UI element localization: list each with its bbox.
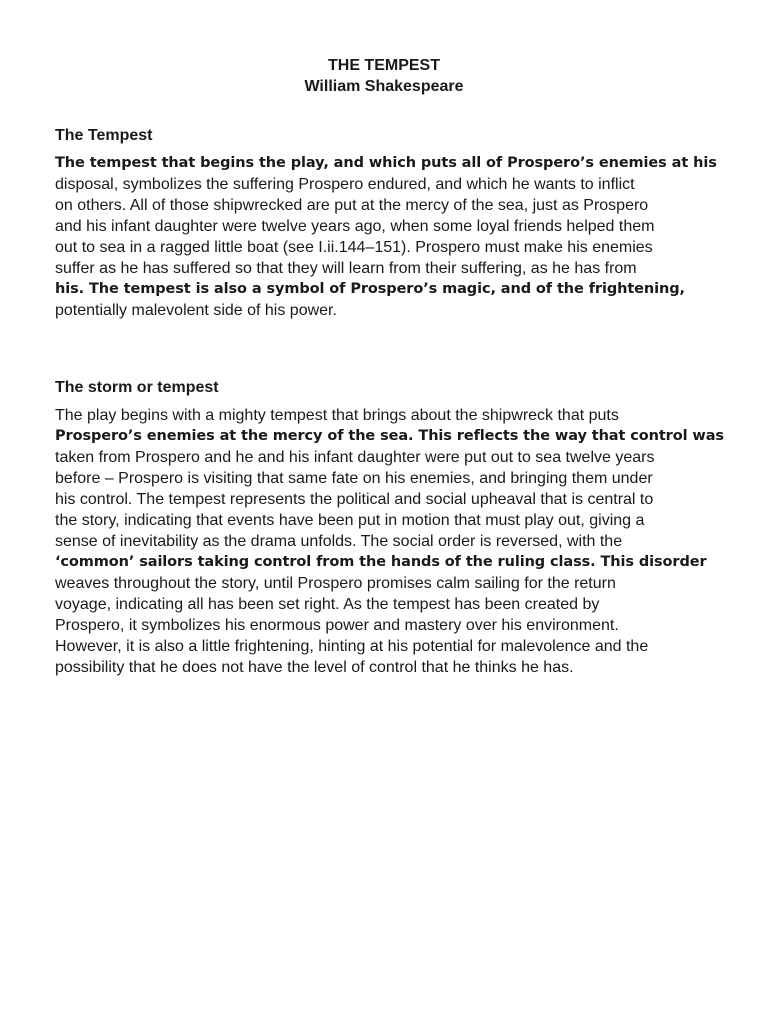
- section-storm-or-tempest: [55, 378, 724, 678]
- body-line: and his infant daughter were twelve years ago, when some loyal friends helped them: [55, 218, 655, 235]
- body-line: on others. All of those shipwrecked are put at the mercy of the sea, just as Prospero: [55, 197, 649, 214]
- body-line: weaves throughout the story, until Prospero promises calm sailing for the return: [55, 575, 616, 592]
- section-heading: The Tempest: [55, 127, 153, 144]
- body-line: taken from Prospero and he and his infant daughter were put out to sea twelve years: [55, 449, 655, 466]
- section-heading: The storm or tempest: [55, 379, 219, 396]
- section-the-tempest: [55, 126, 715, 321]
- body-line: the story, indicating that events have been put in motion that must play out, giving a: [55, 512, 645, 529]
- body-line: However, it is also a little frightening, hinting at his potential for malevolence and the: [55, 638, 649, 655]
- body-line: Prospero’s enemies at the mercy of the sea. This reflects the way that control was: [55, 428, 724, 444]
- body-line: The play begins with a mighty tempest that brings about the shipwreck that puts: [55, 407, 619, 424]
- body-line: Prospero, it symbolizes his enormous power and mastery over his environment.: [55, 617, 619, 634]
- section-body: [55, 405, 724, 678]
- body-line: The tempest that begins the play, and which puts all of Prospero’s enemies at his: [55, 155, 717, 171]
- body-line: his. The tempest is also a symbol of Prospero’s magic, and of the frightening,: [55, 281, 685, 297]
- body-line: possibility that he does not have the level of control that he thinks he has.: [55, 659, 574, 676]
- body-line: his control. The tempest represents the political and social upheaval that is central to: [55, 491, 654, 508]
- document-header: [0, 55, 768, 97]
- document-author: William Shakespeare: [304, 78, 464, 95]
- document-title: THE TEMPEST: [327, 57, 440, 74]
- body-line: out to sea in a ragged little boat (see I.ii.144–151). Prospero must make his enemies: [55, 239, 653, 256]
- body-line: disposal, symbolizes the suffering Prospero endured, and which he wants to inflict: [55, 176, 635, 193]
- body-line: potentially malevolent side of his power.: [55, 302, 337, 319]
- body-line: ‘common’ sailors taking control from the hands of the ruling class. This disorder: [55, 554, 707, 570]
- body-line: before – Prospero is visiting that same fate on his enemies, and bringing them under: [55, 470, 653, 487]
- body-line: sense of inevitability as the drama unfolds. The social order is reversed, with the: [55, 533, 623, 550]
- section-body: [55, 153, 715, 321]
- body-line: suffer as he has suffered so that they will learn from their suffering, as he has from: [55, 260, 637, 277]
- body-line: voyage, indicating all has been set right. As the tempest has been created by: [55, 596, 600, 613]
